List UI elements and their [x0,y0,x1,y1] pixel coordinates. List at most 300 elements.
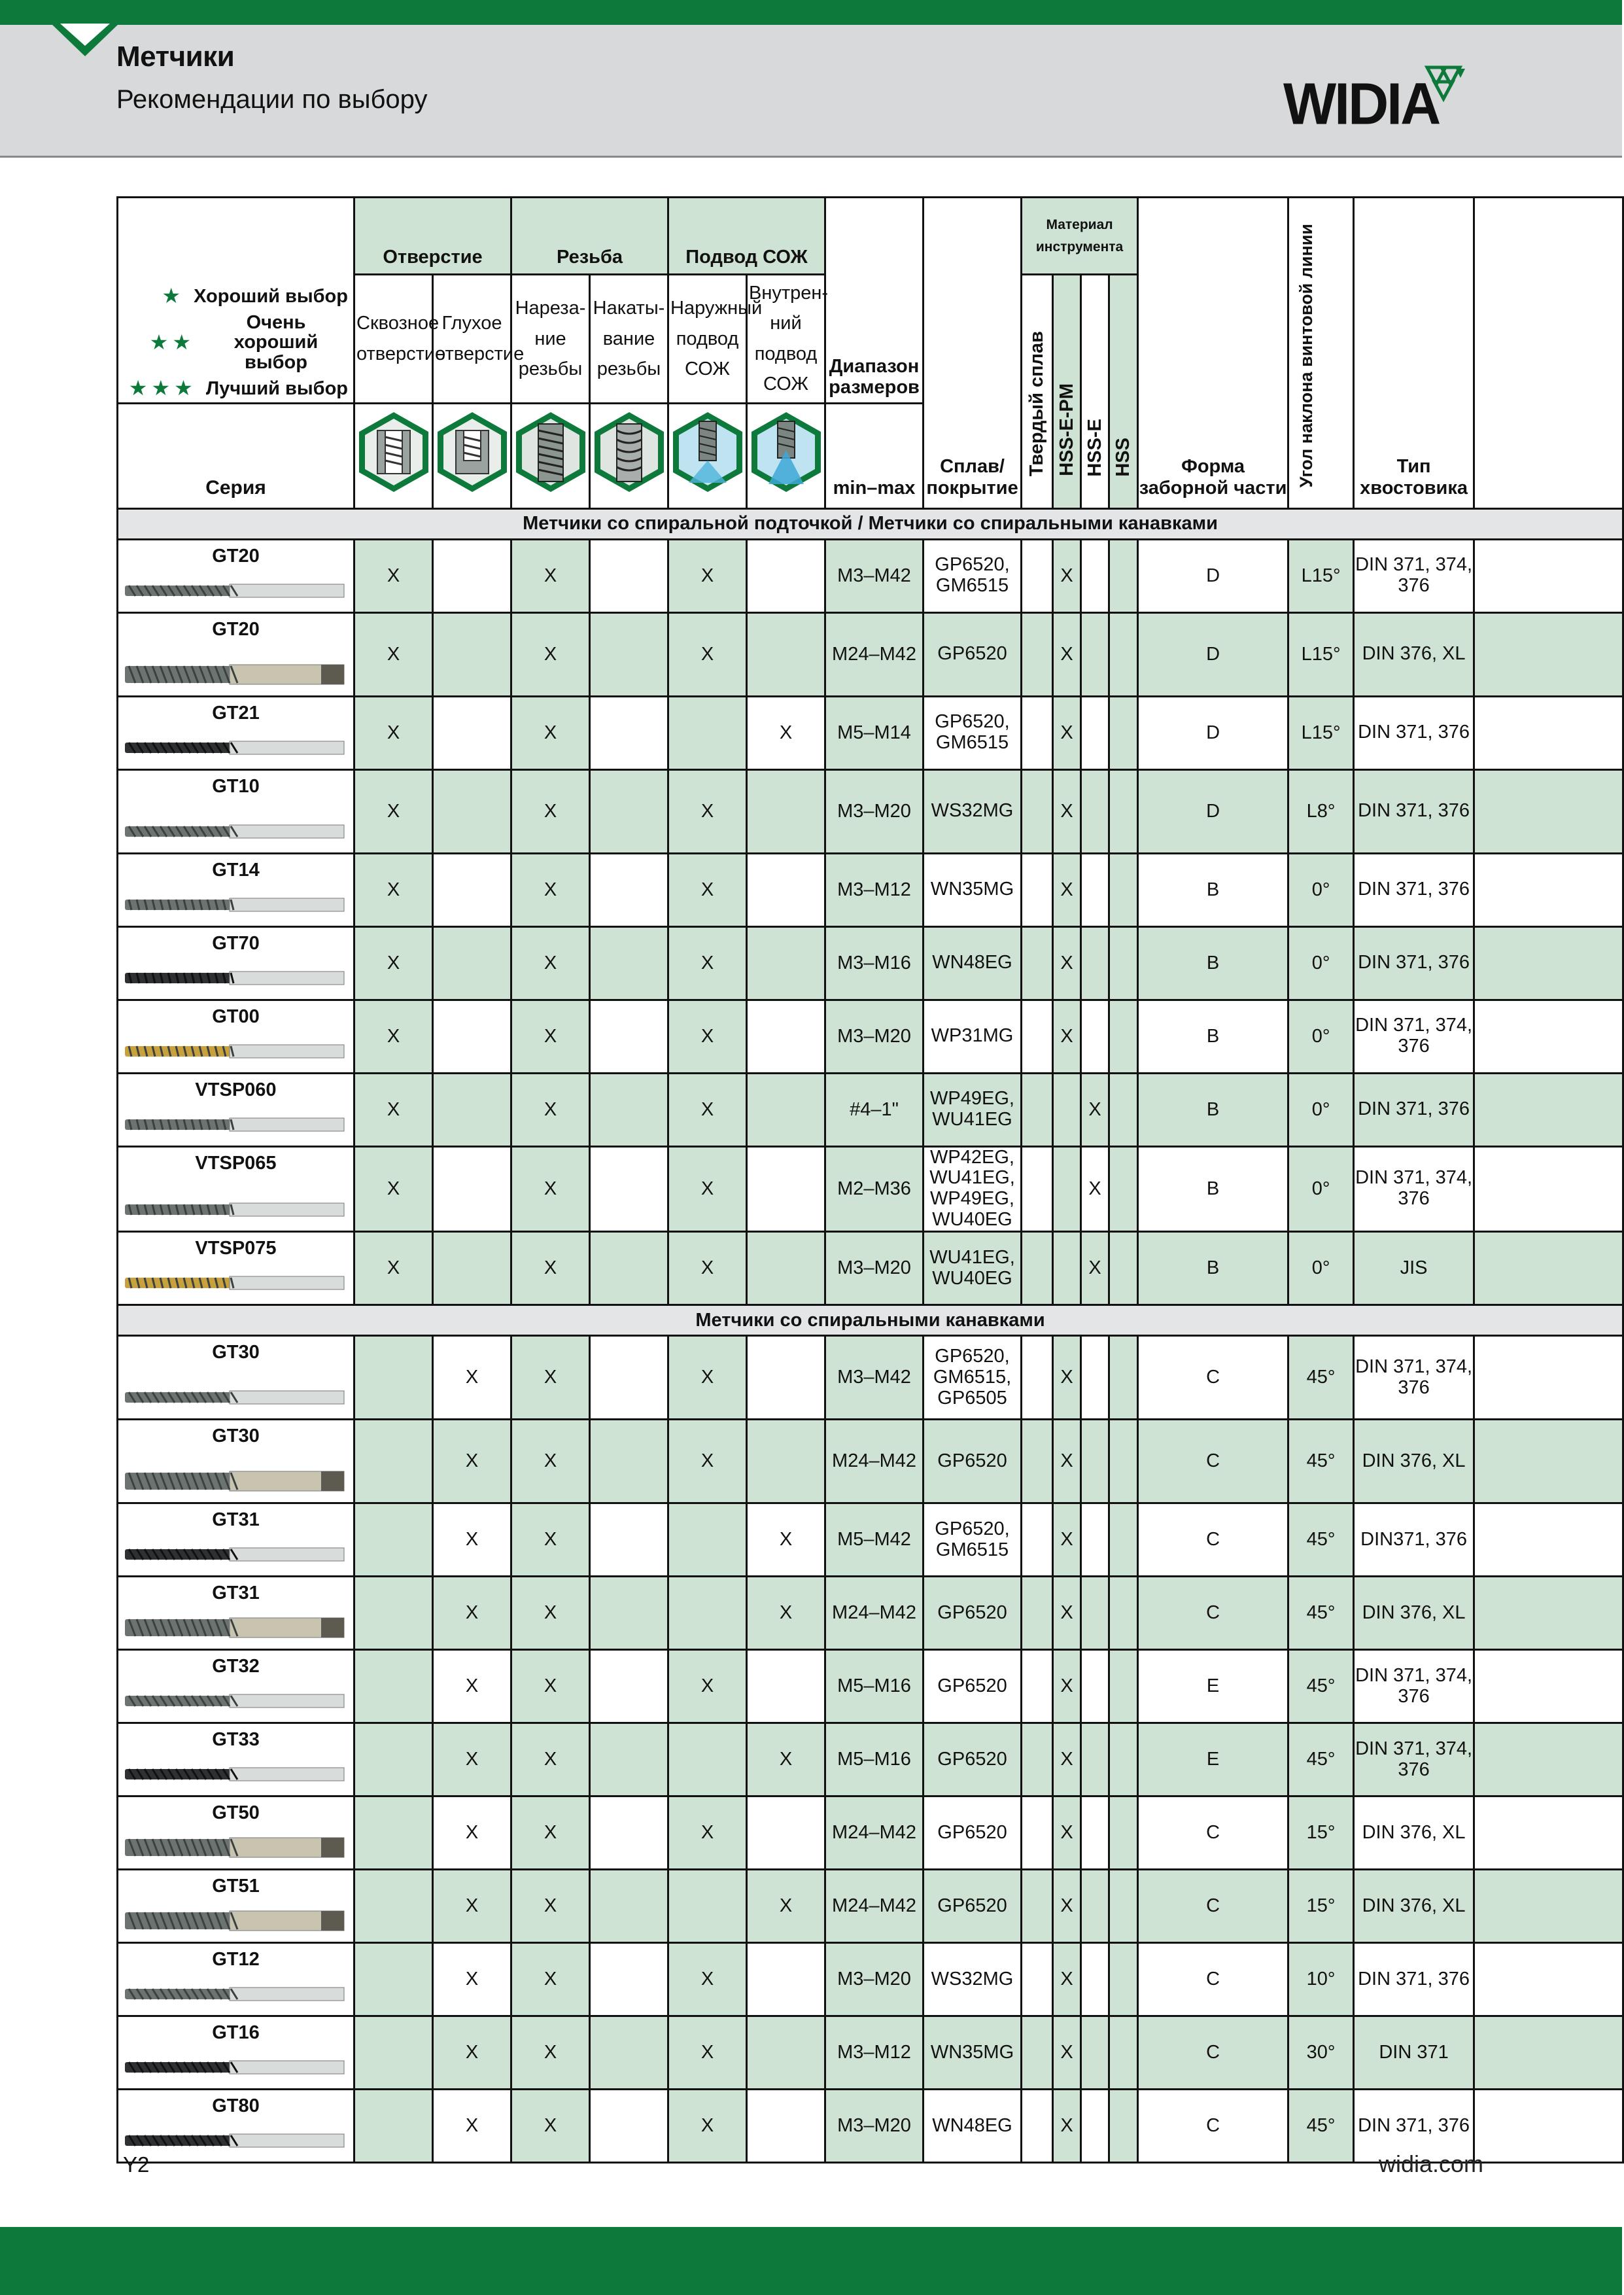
alloy-cell: GP6520 [924,1577,1022,1650]
cutting-cell: X [511,2016,590,2090]
forming-cell [590,1650,668,1723]
forming-cell [590,769,668,853]
carbide-cell [1022,1420,1053,1503]
table-row[interactable] [118,539,1623,612]
alloy-cell: WU41EG, WU40EG [924,1232,1022,1305]
hss-e-pm-cell [1053,1232,1081,1305]
table-row[interactable] [118,1723,1623,1796]
table-row[interactable] [118,1073,1623,1146]
forming-cell [590,1073,668,1146]
carbide-cell [1022,2016,1053,2090]
tap-image [125,1112,347,1138]
tap-image [125,2128,347,2154]
hss-e-pm-cell: X [1053,2090,1081,2163]
chamfer-cell: E [1138,1650,1288,1723]
chamfer-header: Форма заборной части [1138,198,1288,509]
series-cell [118,612,354,696]
series-name: VTSP075 [195,1238,277,1259]
blank-cell [1474,696,1623,769]
hss-cell [1109,2016,1138,2090]
blank-cell [1474,1232,1623,1305]
hss-cell [1109,1000,1138,1073]
range-cell: M5–M16 [825,1723,924,1796]
tap-image [125,578,347,604]
blank-cell [1474,2090,1623,2163]
cutting-cell: X [511,1723,590,1796]
range-cell: M24–M42 [825,1420,924,1503]
blank-cell [1474,1146,1623,1232]
cutting-cell: X [511,769,590,853]
through-cell [354,1870,433,1943]
shank-cell: DIN 371, 376 [1354,926,1474,1000]
series-cell [118,1870,354,1943]
hss-cell [1109,926,1138,1000]
cutting-cell: X [511,2090,590,2163]
material-group-header: Материал инструмента [1022,198,1138,275]
hss-e-pm-cell: X [1053,926,1081,1000]
external-cell [668,1577,747,1650]
section-row [118,508,1623,539]
chamfer-cell: D [1138,696,1288,769]
hss-cell [1109,539,1138,612]
alloy-cell: WP31MG [924,1000,1022,1073]
internal-cell [747,2016,825,2090]
blind-cell: X [433,1723,511,1796]
range-cell: M3–M20 [825,1943,924,2016]
hss-e-pm-cell: X [1053,1796,1081,1870]
table-row[interactable] [118,1420,1623,1503]
hss-cell [1109,1232,1138,1305]
through-cell: X [354,1232,433,1305]
external-cell: X [668,2090,747,2163]
table-row[interactable] [118,1146,1623,1232]
blank-cell [1474,1723,1623,1796]
thread-forming-header: Накаты- вание резьбы [590,275,668,404]
external-coolant-icon [669,404,746,502]
tap-image [125,1468,347,1494]
tap-image [125,1270,347,1296]
series-name: GT12 [212,1949,260,1971]
table-row[interactable] [118,2016,1623,2090]
tap-image [125,1384,347,1410]
chamfer-cell: E [1138,1723,1288,1796]
carbide-cell [1022,1650,1053,1723]
table-row[interactable] [118,612,1623,696]
table-row[interactable] [118,1796,1623,1870]
range-cell: M3–M42 [825,539,924,612]
blank-cell [1474,1943,1623,2016]
range-cell: M3–M20 [825,2090,924,2163]
series-name: GT21 [212,702,260,724]
forming-cell [590,853,668,926]
tap-image [125,1908,347,1934]
blind-cell [433,769,511,853]
forming-cell [590,1420,668,1503]
range-cell: M24–M42 [825,1870,924,1943]
tap-image [125,1688,347,1714]
table-row[interactable] [118,1943,1623,2016]
tap-image [125,1981,347,2007]
alloy-cell: GP6520 [924,1650,1022,1723]
series-name: GT30 [212,1342,260,1363]
shank-cell: DIN 376, XL [1354,1796,1474,1870]
internal-coolant-header: Внутрен- ний подвод СОЖ [747,275,825,404]
series-cell [118,1723,354,1796]
through-cell [354,2090,433,2163]
hss-e-cell [1081,539,1109,612]
forming-cell [590,612,668,696]
carbide-cell [1022,1336,1053,1420]
through-cell: X [354,926,433,1000]
hss-cell [1109,612,1138,696]
chamfer-cell: D [1138,769,1288,853]
through-cell [354,1577,433,1650]
blind-cell [433,539,511,612]
forming-cell [590,1870,668,1943]
series-name: GT50 [212,1802,260,1824]
hss-cell [1109,769,1138,853]
hss-e-cell [1081,612,1109,696]
internal-cell [747,1943,825,2016]
blind-cell [433,1232,511,1305]
blind-hole-header: Глухое отверстие [433,275,511,404]
hss-e-cell [1081,769,1109,853]
carbide-cell [1022,696,1053,769]
external-cell [668,1870,747,1943]
through-cell: X [354,1073,433,1146]
forming-cell [590,696,668,769]
table-row[interactable] [118,1650,1623,1723]
shank-cell: DIN 371, 376 [1354,853,1474,926]
carbide-cell [1022,1232,1053,1305]
hss-e-pm-header-label: HSS-E-PM [1056,383,1077,477]
hss-e-pm-cell: X [1053,696,1081,769]
tap-image [125,2054,347,2080]
series-cell [118,2090,354,2163]
top-brand-bar [0,0,1622,25]
range-cell: #4–1" [825,1073,924,1146]
helix-cell: 15° [1288,1796,1354,1870]
hss-e-pm-cell: X [1053,612,1081,696]
section-title: Метчики со спиральной подточкой / Метчики со спиральными канавками [118,508,1623,539]
forming-cell [590,1943,668,2016]
carbide-cell [1022,1073,1053,1146]
forming-cell [590,1796,668,1870]
blind-cell [433,926,511,1000]
tap-image [125,661,347,688]
cutting-cell: X [511,853,590,926]
alloy-cell: GP6520, GM6515 [924,696,1022,769]
range-cell: M3–M42 [825,1336,924,1420]
tap-image [125,1761,347,1787]
helix-cell: 0° [1288,1232,1354,1305]
range-cell: M24–M42 [825,1577,924,1650]
internal-cell [747,1420,825,1503]
shank-cell: DIN 376, XL [1354,1870,1474,1943]
internal-cell [747,539,825,612]
shank-cell: DIN 371, 374, 376 [1354,1723,1474,1796]
table-row[interactable] [118,1336,1623,1420]
hss-e-cell [1081,1870,1109,1943]
blank-cell [1474,1650,1623,1723]
blind-cell: X [433,1336,511,1420]
carbide-cell [1022,769,1053,853]
blind-cell [433,612,511,696]
series-cell [118,1943,354,2016]
external-cell: X [668,1146,747,1232]
chamfer-cell: C [1138,1870,1288,1943]
hss-e-pm-cell: X [1053,853,1081,926]
carbide-header [1022,275,1053,509]
series-cell [118,769,354,853]
series-header: Серия [118,403,354,508]
table-row[interactable] [118,1577,1623,1650]
thread-forming-icon-cell [590,403,668,508]
helix-cell: 45° [1288,1336,1354,1420]
hss-e-pm-cell: X [1053,1943,1081,2016]
external-cell: X [668,1943,747,2016]
carbide-cell [1022,1870,1053,1943]
cutting-cell: X [511,1943,590,2016]
hss-e-cell [1081,1723,1109,1796]
series-cell [118,1336,354,1420]
chamfer-cell: B [1138,1232,1288,1305]
hole-group-header: Отверстие [354,198,511,275]
widia-triangles-logo-icon [1426,62,1478,108]
blank-cell [1474,539,1623,612]
hss-e-cell [1081,853,1109,926]
hss-e-cell [1081,1796,1109,1870]
table-row[interactable] [118,1000,1623,1073]
series-cell [118,1000,354,1073]
hss-e-cell [1081,2090,1109,2163]
external-cell: X [668,1796,747,1870]
page-number: Y2 [123,2152,150,2177]
cutting-cell: X [511,1336,590,1420]
shank-cell: DIN 371, 376 [1354,769,1474,853]
series-name: VTSP065 [195,1152,277,1174]
shank-cell: DIN 371, 376 [1354,696,1474,769]
helix-cell: 10° [1288,1943,1354,2016]
forming-cell [590,1503,668,1577]
legend-best-label: Лучший выбор [205,377,348,399]
forming-cell [590,1723,668,1796]
shank-cell: DIN 376, XL [1354,612,1474,696]
shank-cell: JIS [1354,1232,1474,1305]
blank-cell [1474,1870,1623,1943]
helix-cell: 0° [1288,1000,1354,1073]
legend-cell [118,198,354,404]
tap-image [125,892,347,918]
internal-coolant-icon [748,404,825,502]
hss-cell [1109,1146,1138,1232]
external-cell: X [668,1420,747,1503]
website-link[interactable]: widia.com [1379,2150,1484,2177]
external-cell: X [668,539,747,612]
hss-cell [1109,2090,1138,2163]
shank-cell: DIN 371, 374, 376 [1354,1146,1474,1232]
two-stars-icon: ★★ [149,330,195,354]
corner-tab-inner [60,24,110,46]
carbide-cell [1022,1577,1053,1650]
forming-cell [590,539,668,612]
blank-cell [1474,1000,1623,1073]
cutting-cell: X [511,696,590,769]
hss-e-cell: X [1081,1232,1109,1305]
series-cell [118,2016,354,2090]
external-cell: X [668,926,747,1000]
chamfer-cell: C [1138,1503,1288,1577]
carbide-cell [1022,1943,1053,2016]
carbide-cell [1022,1796,1053,1870]
blank-cell [1474,1420,1623,1503]
selection-table [116,196,1624,2164]
section-title: Метчики со спиральными канавками [118,1305,1623,1336]
tap-image [125,1197,347,1223]
series-cell [118,539,354,612]
series-cell [118,1146,354,1232]
range-cell: M24–M42 [825,1796,924,1870]
carbide-cell [1022,539,1053,612]
internal-cell [747,769,825,853]
range-cell: M5–M42 [825,1503,924,1577]
through-hole-header: Сквозное отверстие [354,275,433,404]
blind-hole-icon-cell [433,403,511,508]
tap-image [125,1615,347,1641]
table-row[interactable] [118,926,1623,1000]
helix-cell: 45° [1288,1650,1354,1723]
through-cell: X [354,769,433,853]
internal-cell [747,612,825,696]
table-row[interactable] [118,1232,1623,1305]
table-row[interactable] [118,1870,1623,1943]
blank-cell [1474,1577,1623,1650]
blank-column [1474,198,1623,509]
series-name: GT80 [212,2095,260,2117]
blank-cell [1474,612,1623,696]
hss-cell [1109,1943,1138,2016]
series-cell [118,853,354,926]
internal-cell [747,1796,825,1870]
shank-header: Тип хвостовика [1354,198,1474,509]
chamfer-cell: D [1138,539,1288,612]
chamfer-cell: C [1138,2016,1288,2090]
series-cell [118,1650,354,1723]
series-name: GT30 [212,1426,260,1447]
range-cell: M3–M20 [825,1232,924,1305]
hss-cell [1109,853,1138,926]
through-cell [354,1796,433,1870]
blind-hole-icon [434,404,511,502]
helix-header [1288,198,1354,509]
hss-e-header [1081,275,1109,509]
legend-very-good [118,310,353,375]
forming-cell [590,2090,668,2163]
shank-cell: DIN 371, 376 [1354,2090,1474,2163]
three-stars-icon: ★★★ [128,376,197,400]
shank-cell: DIN 371, 374, 376 [1354,1650,1474,1723]
external-cell: X [668,2016,747,2090]
series-cell [118,1796,354,1870]
external-coolant-icon-cell [668,403,747,508]
through-cell: X [354,1146,433,1232]
internal-cell [747,1650,825,1723]
cutting-cell: X [511,1000,590,1073]
hss-e-cell [1081,1943,1109,2016]
helix-cell: 45° [1288,1420,1354,1503]
shank-cell: DIN 371, 374, 376 [1354,539,1474,612]
range-header: Диапазон размеров [825,198,924,404]
carbide-cell [1022,612,1053,696]
table-row[interactable] [118,1503,1623,1577]
alloy-cell: WS32MG [924,769,1022,853]
series-name: GT14 [212,859,260,881]
thread-cutting-icon-cell [511,403,590,508]
table-row[interactable] [118,853,1623,926]
through-cell [354,1503,433,1577]
blank-cell [1474,853,1623,926]
alloy-cell: GP6520, GM6515 [924,539,1022,612]
helix-cell: 30° [1288,2016,1354,2090]
hss-cell [1109,1073,1138,1146]
hss-cell [1109,1577,1138,1650]
blind-cell: X [433,1503,511,1577]
range-cell: M24–M42 [825,612,924,696]
blind-cell [433,1146,511,1232]
internal-cell: X [747,1577,825,1650]
tap-image [125,965,347,991]
through-cell: X [354,696,433,769]
shank-cell: DIN371, 376 [1354,1503,1474,1577]
helix-cell: L8° [1288,769,1354,853]
chamfer-cell: C [1138,1796,1288,1870]
external-cell [668,1723,747,1796]
legend-very-good-label: Очень хороший выбор [233,311,319,373]
tap-image [125,818,347,845]
helix-cell: 45° [1288,1503,1354,1577]
internal-coolant-icon-cell [747,403,825,508]
helix-cell: 15° [1288,1870,1354,1943]
table-row[interactable] [118,769,1623,853]
alloy-cell: WN48EG [924,2090,1022,2163]
series-name: VTSP060 [195,1079,277,1100]
blind-cell [433,853,511,926]
range-cell: M5–M14 [825,696,924,769]
internal-cell [747,1146,825,1232]
carbide-cell [1022,853,1053,926]
hss-e-cell [1081,926,1109,1000]
hss-e-pm-cell: X [1053,539,1081,612]
series-name: GT20 [212,618,260,640]
chamfer-cell: B [1138,1000,1288,1073]
series-name: GT51 [212,1876,260,1897]
page-subtitle: Рекомендации по выбору [116,85,428,114]
table-row[interactable] [118,696,1623,769]
blind-cell: X [433,1420,511,1503]
series-cell [118,1232,354,1305]
shank-cell: DIN 376, XL [1354,1420,1474,1503]
series-cell [118,1420,354,1503]
through-cell [354,1336,433,1420]
alloy-cell: GP6520, GM6515 [924,1503,1022,1577]
carbide-cell [1022,1146,1053,1232]
helix-cell: L15° [1288,696,1354,769]
through-cell [354,1943,433,2016]
internal-cell: X [747,1723,825,1796]
alloy-cell: GP6520 [924,1723,1022,1796]
helix-cell: 45° [1288,2090,1354,2163]
series-name: GT20 [212,545,260,567]
